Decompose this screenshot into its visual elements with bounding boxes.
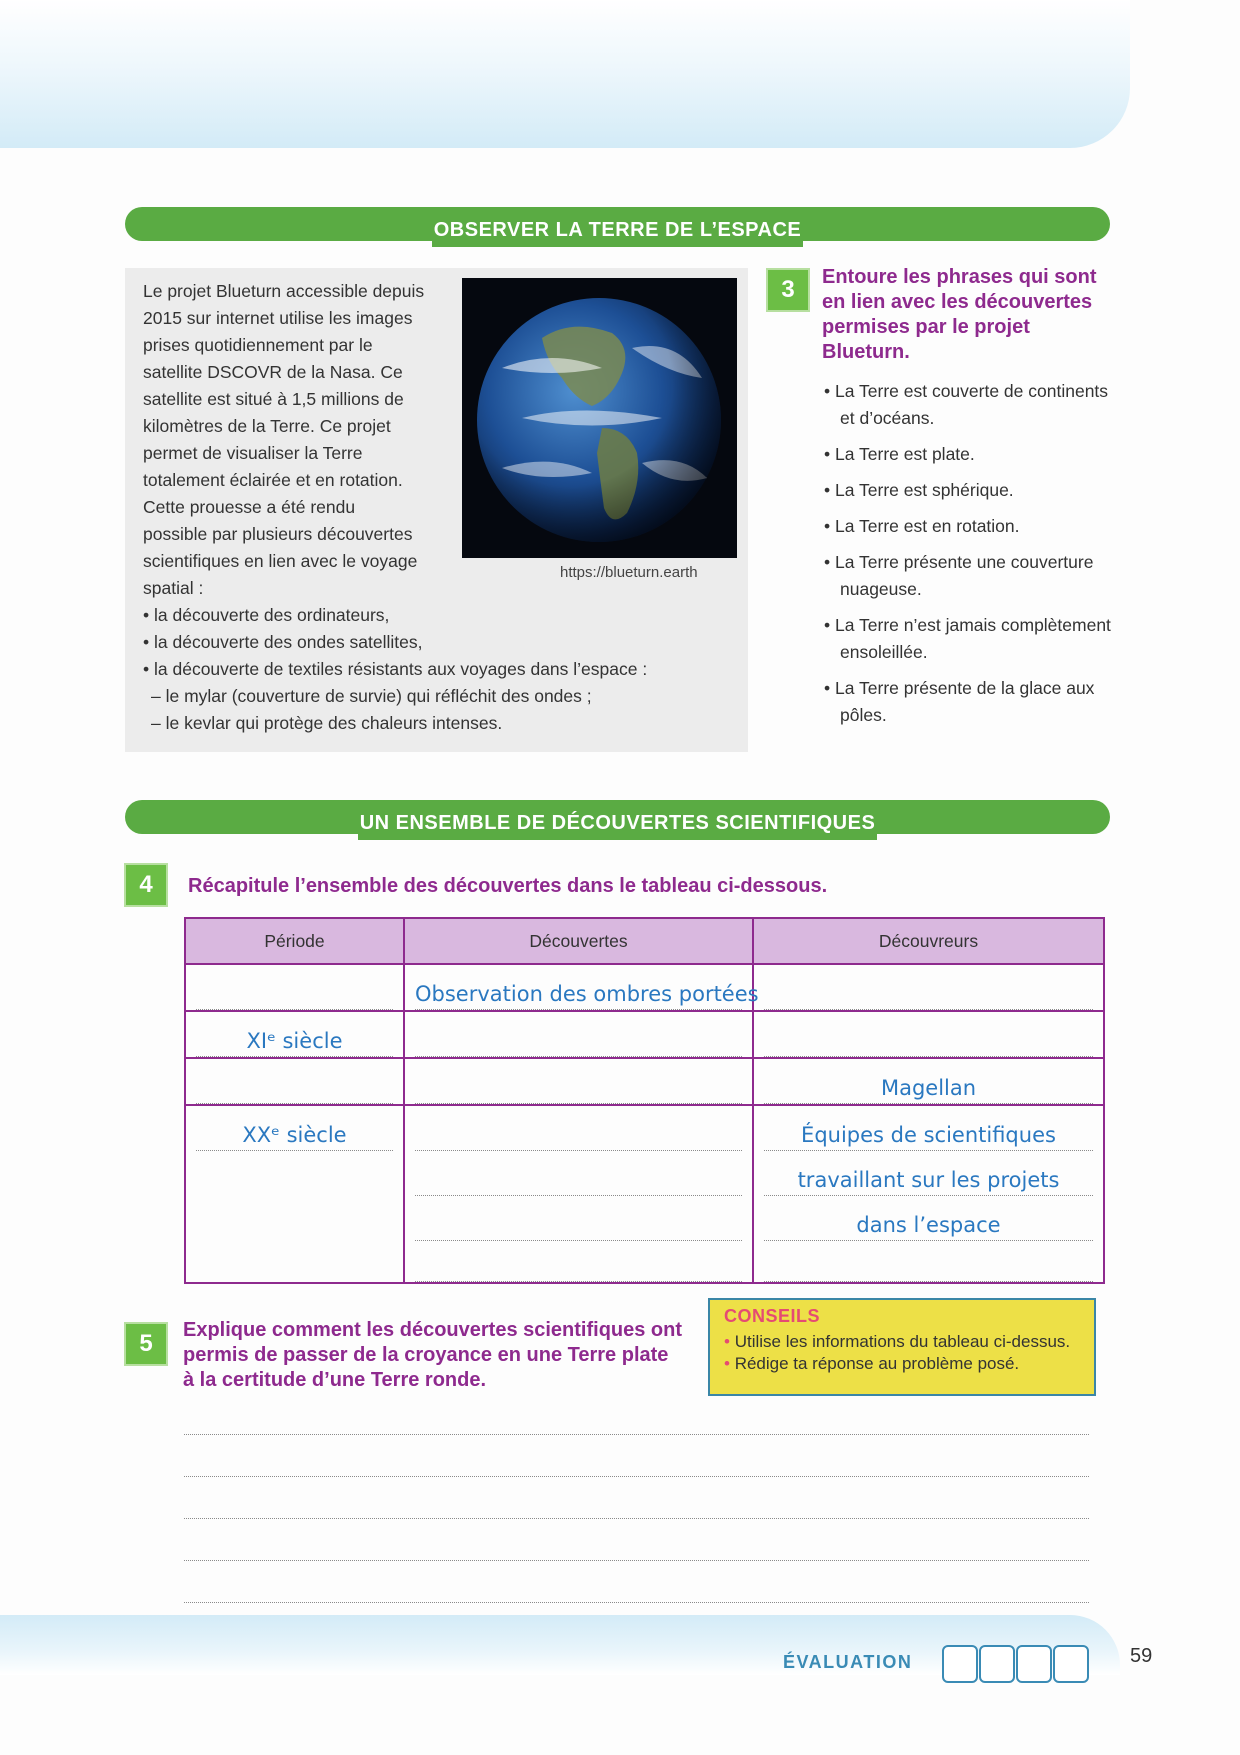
answer-periode[interactable]: XXᵉ siècle (196, 1106, 393, 1151)
table-cell[interactable] (753, 1058, 1104, 1105)
question-5-title: Explique comment les découvertes scientifiques ont permis de passer de la croyance en une Terre plate à la certitude d’une Terre ronde. (183, 1319, 683, 1391)
answer-decouvertes[interactable]: Observation des ombres portées (415, 965, 742, 1010)
answer-line[interactable] (415, 1151, 742, 1196)
statement-item[interactable]: • La Terre est sphérique. (824, 477, 1124, 504)
intro-line: kilomètres de la Terre. Ce projet (143, 416, 391, 436)
intro-line: satellite DSCOVR de la Nasa. Ce (143, 362, 403, 382)
intro-line: permet de visualiser la Terre (143, 443, 363, 463)
answer-decouvreurs[interactable] (764, 1012, 1093, 1057)
table-row (185, 1105, 1104, 1283)
answer-line[interactable] (415, 1106, 742, 1151)
statement-item[interactable]: • La Terre est couverte de continents et d’océans. (824, 378, 1124, 432)
intro-line: Cette prouesse a été rendu (143, 497, 356, 517)
table-row (185, 964, 1104, 1011)
section-header-decouvertes (125, 800, 1110, 834)
answer-periode[interactable] (196, 1059, 393, 1104)
answer-decouvreurs[interactable]: Magellan (764, 1059, 1093, 1104)
intro-line: scientifiques en lien avec le voyage (143, 551, 418, 571)
intro-line: possible par plusieurs découvertes (143, 524, 413, 544)
table-cell[interactable] (185, 1105, 404, 1283)
answer-decouvertes[interactable] (415, 1059, 742, 1104)
answer-line[interactable] (764, 1241, 1093, 1282)
column-header-decouvreurs: Découvreurs (753, 918, 1104, 964)
intro-line: satellite est situé à 1,5 millions de (143, 389, 404, 409)
statement-item[interactable]: • La Terre est plate. (824, 441, 1124, 468)
intro-line: spatial : (143, 578, 204, 598)
intro-bullet: • la découverte des ordinateurs, (143, 605, 390, 625)
table-cell[interactable] (185, 964, 404, 1011)
intro-line: totalement éclairée et en rotation. (143, 470, 403, 490)
table-cell[interactable] (404, 1058, 753, 1105)
evaluation-box[interactable] (942, 1645, 978, 1683)
discoveries-table (184, 917, 1105, 1284)
column-header-decouvertes: Découvertes (404, 918, 753, 964)
section-title: UN ENSEMBLE DE DÉCOUVERTES SCIENTIFIQUES (358, 806, 878, 840)
statement-item[interactable]: • La Terre présente une couverture nuageuse. (824, 549, 1124, 603)
answer-line[interactable] (184, 1434, 1089, 1435)
intro-bullet: • la découverte des ondes satellites, (143, 632, 423, 652)
statement-list (824, 378, 1124, 738)
table-header-row (185, 918, 1104, 964)
table-row (185, 1011, 1104, 1058)
intro-sub-item: – le mylar (couverture de survie) qui réfléchit des ondes ; (151, 686, 592, 706)
question-number-5: 5 (124, 1322, 168, 1366)
answer-line[interactable] (184, 1476, 1089, 1477)
table-cell[interactable] (404, 1105, 753, 1283)
page-number: 59 (1130, 1645, 1153, 1667)
answer-line[interactable]: travaillant sur les projets (764, 1151, 1093, 1196)
table-cell[interactable] (185, 1058, 404, 1105)
statement-item[interactable]: • La Terre présente de la glace aux pôles. (824, 675, 1124, 729)
question-number-4: 4 (124, 863, 168, 907)
earth-photo (462, 278, 737, 558)
answer-line[interactable] (415, 1241, 742, 1282)
evaluation-box[interactable] (1053, 1645, 1089, 1683)
answer-line[interactable] (184, 1560, 1089, 1561)
intro-sub-item: – le kevlar qui protège des chaleurs intenses. (151, 713, 503, 733)
answer-periode[interactable] (196, 965, 393, 1010)
earth-globe-image (462, 278, 737, 558)
evaluation-label: ÉVALUATION (783, 1652, 913, 1672)
table-cell[interactable] (753, 1011, 1104, 1058)
question-number-3: 3 (766, 268, 810, 312)
table-row (185, 1058, 1104, 1105)
table-cell[interactable] (404, 1011, 753, 1058)
statement-item[interactable]: • La Terre n’est jamais complètement ensoleillée. (824, 612, 1124, 666)
section-header-observer (125, 207, 1110, 241)
evaluation-box[interactable] (1016, 1645, 1052, 1683)
conseils-item: • Utilise les informations du tableau ci-dessus. (724, 1332, 1080, 1352)
table-cell[interactable] (753, 1105, 1104, 1283)
table-cell[interactable] (404, 964, 759, 1011)
evaluation-box[interactable] (979, 1645, 1015, 1683)
conseils-item: • Rédige ta réponse au problème posé. (724, 1354, 1080, 1374)
intro-paragraph (143, 278, 443, 602)
column-header-periode: Période (185, 918, 404, 964)
conseils-box (708, 1298, 1096, 1396)
answer-line[interactable]: dans l’espace (764, 1196, 1093, 1241)
statement-item[interactable]: • La Terre est en rotation. (824, 513, 1124, 540)
intro-bullet: • la découverte de textiles résistants aux voyages dans l’espace : (143, 659, 648, 679)
answer-periode[interactable]: XIᵉ siècle (196, 1012, 393, 1057)
answer-line[interactable] (184, 1602, 1089, 1603)
answer-line[interactable] (415, 1196, 742, 1241)
intro-line: 2015 sur internet utilise les images (143, 308, 413, 328)
section-title: OBSERVER LA TERRE DE L’ESPACE (432, 213, 804, 247)
image-caption: https://blueturn.earth (560, 564, 698, 581)
answer-decouvertes[interactable] (415, 1012, 742, 1057)
intro-line: prises quotidiennement par le (143, 335, 373, 355)
table-cell[interactable] (753, 964, 1104, 1011)
question-3-title: Entoure les phrases qui sont en lien avec les découvertes permises par le projet Blueturn. (822, 266, 1097, 363)
conseils-heading: CONSEILS (724, 1306, 821, 1326)
top-decorative-band (0, 0, 1130, 148)
answer-line[interactable]: Équipes de scientifiques (764, 1106, 1093, 1151)
table-cell[interactable] (185, 1011, 404, 1058)
answer-line[interactable] (184, 1518, 1089, 1519)
answer-decouvreurs[interactable] (764, 965, 1093, 1010)
question-4-title: Récapitule l’ensemble des découvertes dans le tableau ci-dessous. (188, 875, 828, 897)
intro-line: Le projet Blueturn accessible depuis (143, 281, 425, 301)
